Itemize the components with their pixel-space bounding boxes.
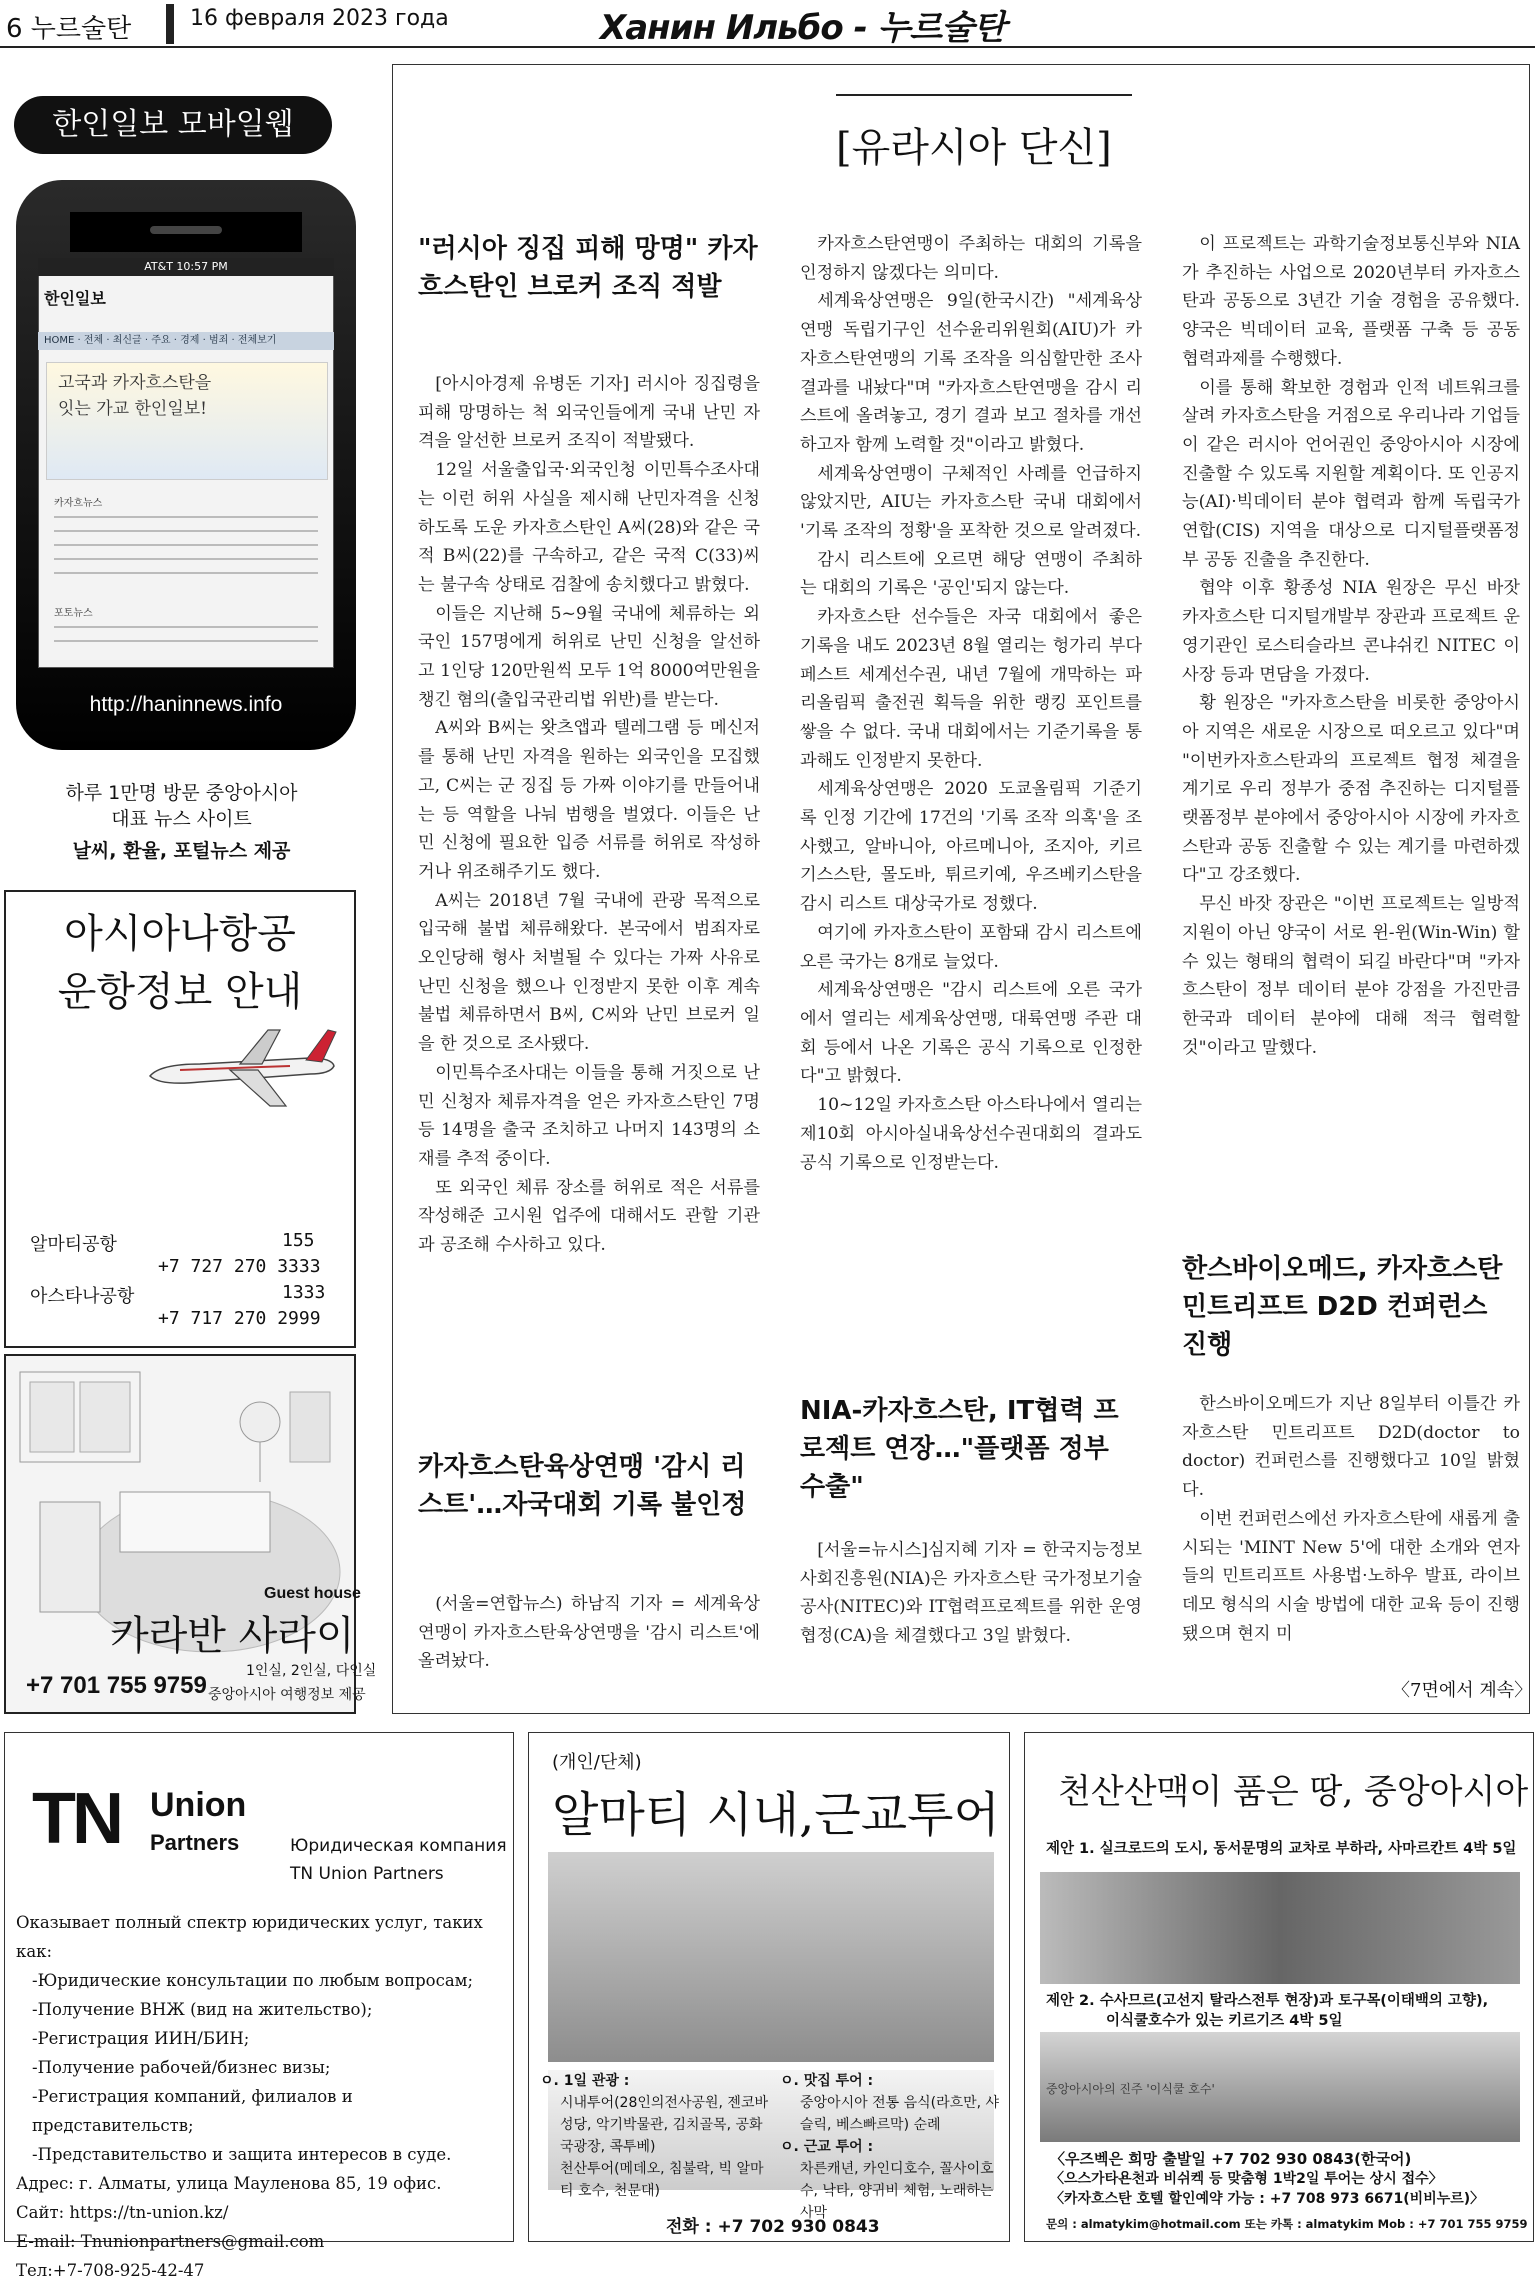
article-body — [1182, 230, 1520, 1062]
paragraph: 12일 서울출입국·외국인청 이민특수조사대는 이런 허위 사실을 제시해 난민자격을 신청하도록 도운 카자흐스탄인 A씨(28)와 같은 국적 B씨(22)를 구속하고, 같은 국적 C(33)씨는 불구속 상태로 검찰에 송치했다고 밝혔다. — [418, 460, 760, 595]
tn-logo: TN — [32, 1779, 120, 1859]
tn-company-en: TN Union Partners — [290, 1864, 444, 1884]
tour-title: 알마티 시내,근교투어 — [552, 1787, 1000, 1843]
tour-extra-list — [780, 2070, 1004, 2224]
speaker-icon — [150, 226, 222, 234]
section-tag: [유라시아 단신] — [836, 125, 1112, 171]
tour-item: 시내투어(28인의전사공원, 젠코바 성당, 악기박물관, 김치골목, 공화국광장, 콕투베) — [560, 2095, 768, 2155]
screen-line — [54, 530, 318, 532]
status-bar: AT&T 10:57 PM — [38, 258, 334, 276]
paragraph: 10~12일 카자흐스탄 아스타나에서 열리는 제10회 아시아실내육상선수권대회의 결과도 공식 기록으로 인정받는다. — [800, 1095, 1142, 1173]
screen-banner-text: 고국과 카자흐스탄을 잇는 가교 한인일보! — [58, 373, 212, 419]
section-rule — [836, 94, 1132, 96]
site-url: http://haninnews.info — [89, 693, 283, 716]
tn-services — [16, 1908, 506, 2285]
airport-code: 1333 — [282, 1282, 326, 1303]
tn-site: Сайт: https://tn-union.kz/ — [16, 2203, 229, 2222]
guesthouse-info: 중앙아시아 여행정보 제공 — [208, 1687, 366, 1703]
tn-phone: Тел:+7-708-925-42-47 — [16, 2261, 205, 2280]
airport-phone: +7 727 270 3333 — [158, 1256, 321, 1277]
tour-heading: ㅇ. 맛집 투어 : — [780, 2073, 874, 2089]
paragraph: 감시 리스트에 오르면 해당 연맹이 주최하는 대회의 기록은 '공인'되지 않는다. — [800, 549, 1142, 599]
screen-nav: HOME · 전체 · 최신글 · 주요 · 경제 · 범죄 · 전체보기 — [38, 332, 334, 350]
paragraph: A씨와 B씨는 왓츠앱과 텔레그램 등 메신저를 통해 난민 자격을 원하는 외국인을 모집했고, C씨는 군 징집 등 가짜 이야기를 만들어내는 등 역할을 나눠 범행을 벌였다. 이들은 난민 신청에 필요한 입증 서류를 허위로 작성하거나 위조해주기도 했다. — [418, 718, 760, 882]
tn-partners-word: Partners — [150, 1830, 240, 1855]
paragraph: 이들은 지난해 5~9월 국내에 체류하는 외국인 157명에게 허위로 난민 신청을 알선하고 1인당 120만원씩 모두 1억 8000여만원을 챙긴 혐의(출입국관리법 위반)를 받는다. — [418, 603, 760, 710]
tn-email: E-mail: Tnunionpartners@gmail.com — [16, 2232, 325, 2251]
tn-line: -Юридические консультации по любым вопросам; — [32, 1971, 474, 1990]
paragraph: 또 외국인 체류 장소를 허위로 적은 서류를 작성해준 고시원 업주에 대해서도 관할 기관과 공조해 수사하고 있다. — [418, 1177, 760, 1256]
article-headline: "러시아 징집 피해 망명" 카자흐스탄인 브로커 조직 적발 — [418, 234, 758, 302]
tour-phone: 전화 : +7 702 930 0843 — [666, 2217, 880, 2237]
guesthouse-name: 카라반 사라이 — [110, 1613, 355, 1659]
tn-company-ru: Юридическая компания — [290, 1836, 507, 1856]
tn-line: -Представительство и защита интересов в суде. — [32, 2145, 452, 2164]
paragraph: 세계육상연맹이 구체적인 사례를 언급하지 않았지만, AIU는 카자흐스탄 국내 대회에서 '기록 조작의 정황'을 포착한 것으로 알려졌다. — [800, 463, 1142, 542]
paragraph: [아시아경제 유병돈 기자] 러시아 징집령을 피해 망명하는 척 외국인들에게 국내 난민 자격을 알선한 브로커 조직이 적발됐다. — [418, 374, 760, 452]
paragraph: 이를 통해 확보한 경험과 인적 네트워크를 살려 카자흐스탄을 거점으로 우리나라 기업들이 같은 러시아 언어권인 중앙아시아 시장에 진출할 수 있도록 지원할 계획이다. 또 인공지능(AI)·빅데이터 분야 협력과 함께 독립국가연합(CIS) 지역을 대상으로 디지털플랫폼정부 공동 진출을 추진한다. — [1182, 377, 1520, 570]
ca-contact-line: 〈우즈벡은 희망 출발일 +7 702 930 0843(한국어) — [1050, 2150, 1412, 2168]
paragraph: 카자흐스탄연맹이 주최하는 대회의 기록을 인정하지 않겠다는 의미다. — [800, 234, 1142, 283]
screen-line — [54, 626, 318, 628]
screen-logo: 한인일보 — [44, 289, 106, 308]
paragraph: 황 원장은 "카자흐스탄을 비롯한 중앙아시아 지역은 새로운 시장으로 떠오르고 있다"며 "이번카자흐스탄과의 프로젝트 협정 체결을 계기로 우리 정부가 중점 추진하는 디지털플랫폼정부 분야에서 중앙아시아 시장에 카자흐스탄과 공동 진출할 수 있는 계기를 마련하겠다"고 강조했다. — [1182, 693, 1520, 886]
guesthouse-phone: +7 701 755 9759 — [26, 1672, 207, 1699]
tn-address: Адрес: г. Алматы, улица Мауленова 85, 19 офис. — [16, 2174, 442, 2193]
tagline-line: 날씨, 환율, 포털뉴스 제공 — [72, 840, 291, 862]
screen-line — [54, 544, 318, 546]
paragraph: 이 프로젝트는 과학기술정보통신부와 NIA가 추진하는 사업으로 2020년부터 카자흐스탄과 공동으로 3년간 기술 경험을 공유했다. 양국은 빅데이터 교육, 플랫폼 구축 등 공동 협력과제를 수행했다. — [1182, 234, 1520, 369]
continued-note: 〈7면에서 계속〉 — [1392, 1680, 1533, 1701]
paragraph: 이민특수조사대는 이들을 통해 거짓으로 난민 신청자 체류자격을 얻은 카자흐스탄인 7명 등 14명을 출국 조치하고 나머지 143명의 소재를 추적 중이다. — [418, 1062, 760, 1169]
tour-photo-collage — [548, 1852, 994, 2062]
airport-name: 아스타나공항 — [30, 1286, 135, 1307]
header-divider — [166, 4, 174, 44]
tn-line: Оказывает полный спектр юридических услуг, таких как: — [16, 1913, 483, 1961]
ca-proposal-2b: 이식쿨호수가 있는 키르기즈 4박 5일 — [1106, 2013, 1343, 2029]
ca-proposal-2: 제안 2. 수사므르(고선지 탈라스전투 현장)과 토구목(이태백의 고향), — [1046, 1993, 1489, 2009]
tour-item: 중앙아시아 전통 음식(라흐만, 샤슬릭, 베스빠르막) 순례 — [800, 2095, 1000, 2133]
screen-line — [54, 516, 318, 518]
paragraph: [서울=뉴시스]심지혜 기자 = 한국지능정보사회진흥원(NIA)은 카자흐스탄 국가정보기술공사(NITEC)와 IT협력프로젝트를 위한 운영협정(CA)을 체결했다고 3일 밝혔다. — [800, 1540, 1142, 1647]
tour-item: 천산투어(메데오, 침불락, 빅 알마티 호수, 천문대) — [560, 2161, 764, 2199]
paragraph: 무신 바잣 장관은 "이번 프로젝트는 일방적 지원이 아닌 양국이 서로 윈-윈(Win-Win) 할 수 있는 형태의 협력이 되길 바란다"며 "카자흐스탄이 정부 데이터 분야 강점을 가진만큼 한국과 데이터 분야에 대해 적극 협력할 것"이라고 말했다. — [1182, 894, 1520, 1058]
issue-date: 16 февраля 2023 года — [190, 6, 449, 31]
paragraph: 이번 컨퍼런스에선 카자흐스탄에 새롭게 출시되는 'MINT New 5'에 대한 소개와 연자들의 민트리프트 사용법·노하우 발표, 라이브 데모 형식의 시술 방법에 대한 교육 등이 진행됐으며 현지 미 — [1182, 1508, 1520, 1644]
paragraph: A씨는 2018년 7월 국내에 관광 목적으로 입국해 불법 체류해왔다. 본국에서 범죄자로 오인당해 형사 처벌될 수 있다는 가짜 사유로 난민 신청을 했으나 인정받지 못한 이후 계속 불법 체류하면서 B씨, C씨와 난민 브로커 일을 한 것으로 조사됐다. — [418, 890, 760, 1055]
tour-heading: ㅇ. 근교 투어 : — [780, 2139, 874, 2155]
paragraph: 카자흐스탄 선수들은 자국 대회에서 좋은 기록을 내도 2023년 8월 열리는 헝가리 부다페스트 세계선수권, 내년 7월에 개막하는 파리올림픽 출전권 획득을 위한 랭킹 포인트를 쌓을 수 없다. 국내 대회에서는 기준기록을 통과해도 인정받지 못한다. — [800, 607, 1142, 771]
tn-line: -Регистрация компаний, филиалов и представительств; — [32, 2087, 353, 2135]
screen-line — [54, 640, 318, 642]
mobile-web-banner: 한인일보 모바일웹 — [14, 96, 332, 154]
guesthouse-rooms: 1인실, 2인실, 다인실 — [246, 1663, 377, 1679]
asiana-title-line: 운항정보 안내 — [57, 969, 303, 1015]
tagline-line: 하루 1만명 방문 중앙아시아 — [65, 782, 298, 804]
page-number: 6 누르술탄 — [6, 14, 132, 44]
airport-phone: +7 717 270 2999 — [158, 1308, 321, 1329]
ca-email-contact: 문의 : almatykim@hotmail.com 또는 카톡 : almatykim Mob : +7 701 755 9759 — [1046, 2217, 1528, 2231]
airport-name: 알마티공항 — [30, 1234, 117, 1255]
samarkand-photo — [1040, 1872, 1520, 1984]
mobile-tagline — [14, 780, 349, 832]
paragraph: 세계육상연맹은 "감시 리스트에 오른 국가에서 열리는 세계육상연맹, 대륙연맹 주관 대회 등에서 나온 기록은 공식 기록으로 인정한다"고 밝혔다. — [800, 980, 1142, 1087]
screen-section-title: 포토뉴스 — [54, 608, 93, 619]
asiana-title-line: 아시아나항공 — [64, 911, 296, 957]
tn-line: -Получение рабочей/бизнес визы; — [32, 2058, 331, 2077]
screen-line — [54, 572, 318, 574]
ca-contact-line: 〈카자흐스탄 호텔 할인예약 가능 : +7 708 973 6671(비비누르)〉 — [1050, 2191, 1485, 2207]
article-body — [800, 230, 1142, 1177]
paragraph: 협약 이후 황종성 NIA 원장은 무신 바잣 카자흐스탄 디지털개발부 장관과 프로젝트 운영기관인 로스티슬라브 콘냐쉬킨 NITEC 이사장 등과 면담을 가졌다. — [1182, 578, 1520, 685]
article-body — [800, 1536, 1142, 1651]
photo-caption: 중앙아시아의 진주 '이식쿨 호수' — [1046, 2082, 1215, 2096]
screen-line — [54, 558, 318, 560]
article-body — [418, 370, 760, 1260]
tour-heading: ㅇ. 1일 관광 : — [540, 2073, 630, 2089]
tn-line: -Регистрация ИИН/БИН; — [32, 2029, 250, 2048]
masthead: Ханин Ильбо - 누르술탄 — [600, 8, 1005, 48]
paragraph: (서울=연합뉴스) 하남직 기자 = 세계육상연맹이 카자흐스탄육상연맹을 '감시 리스트'에 올려놨다. — [418, 1594, 760, 1672]
tn-line: -Получение ВНЖ (вид на жительство); — [32, 2000, 373, 2019]
screen-section-title: 카자흐뉴스 — [54, 498, 103, 509]
article-headline: 한스바이오메드, 카자흐스탄 민트리프트 D2D 컨퍼런스 진행 — [1182, 1254, 1503, 1360]
paragraph: 세계육상연맹은 9일(한국시간) "세계육상연맹 독립기구인 선수윤리위원회(AIU)가 카자흐스탄연맹의 기록 조작을 의심할만한 조사 결과를 내놨다"며 "카자흐스탄연맹을 감시 리스트에 올려놓고, 경기 결과 보고 절차를 개선하고자 함께 노력할 것"이라고 밝혔다. — [800, 291, 1142, 455]
guesthouse-label: Guest house — [264, 1585, 361, 1602]
article-body — [1182, 1390, 1520, 1648]
tagline-line: 대표 뉴스 사이트 — [111, 808, 252, 830]
airport-code: 155 — [282, 1230, 315, 1251]
tour-subtitle: (개인/단체) — [552, 1752, 642, 1773]
asiana-title — [4, 905, 356, 1021]
tour-item: 차른캐년, 카인디호수, 꼴사이호수, 낙타, 양귀비 체험, 노래하는 사막 — [800, 2161, 994, 2221]
ca-title: 천산산맥이 품은 땅, 중앙아시아 — [1058, 1772, 1529, 1812]
paragraph: 한스바이오메드가 지난 8일부터 이틀간 카자흐스탄 민트리프트 D2D(doctor to doctor) 컨퍼런스를 진행했다고 10일 밝혔다. — [1182, 1394, 1520, 1501]
article-body — [418, 1590, 760, 1676]
ca-contact-line: 〈으스가타욘천과 비쉬켁 등 맞춤형 1박2일 투어는 상시 접수〉 — [1050, 2171, 1443, 2187]
article-headline: 카자흐스탄육상연맹 '감시 리스트'…자국대회 기록 불인정 — [418, 1452, 747, 1520]
paragraph: 여기에 카자흐스탄이 포함돼 감시 리스트에 오른 국가는 8개로 늘었다. — [800, 922, 1142, 972]
airplane-icon — [140, 1024, 340, 1114]
tour-day-list — [540, 2070, 772, 2202]
ca-proposal-1: 제안 1. 실크로드의 도시, 동서문명의 교차로 부하라, 사마르칸트 4박 5일 — [1046, 1841, 1517, 1857]
paragraph: 세계육상연맹은 2020 도쿄올림픽 기준기록 인정 기간에 17건의 '기록 조작 의혹'을 조사했고, 알바니아, 아르메니아, 조지아, 키르기스스탄, 몰도바, 튀르키예, 우즈베키스탄을 감시 리스트 대상국가로 정했다. — [800, 779, 1142, 915]
tn-union-word: Union — [150, 1786, 247, 1824]
article-headline: NIA-카자흐스탄, IT협력 프로젝트 연장…"플랫폼 정부 수출" — [800, 1396, 1119, 1502]
